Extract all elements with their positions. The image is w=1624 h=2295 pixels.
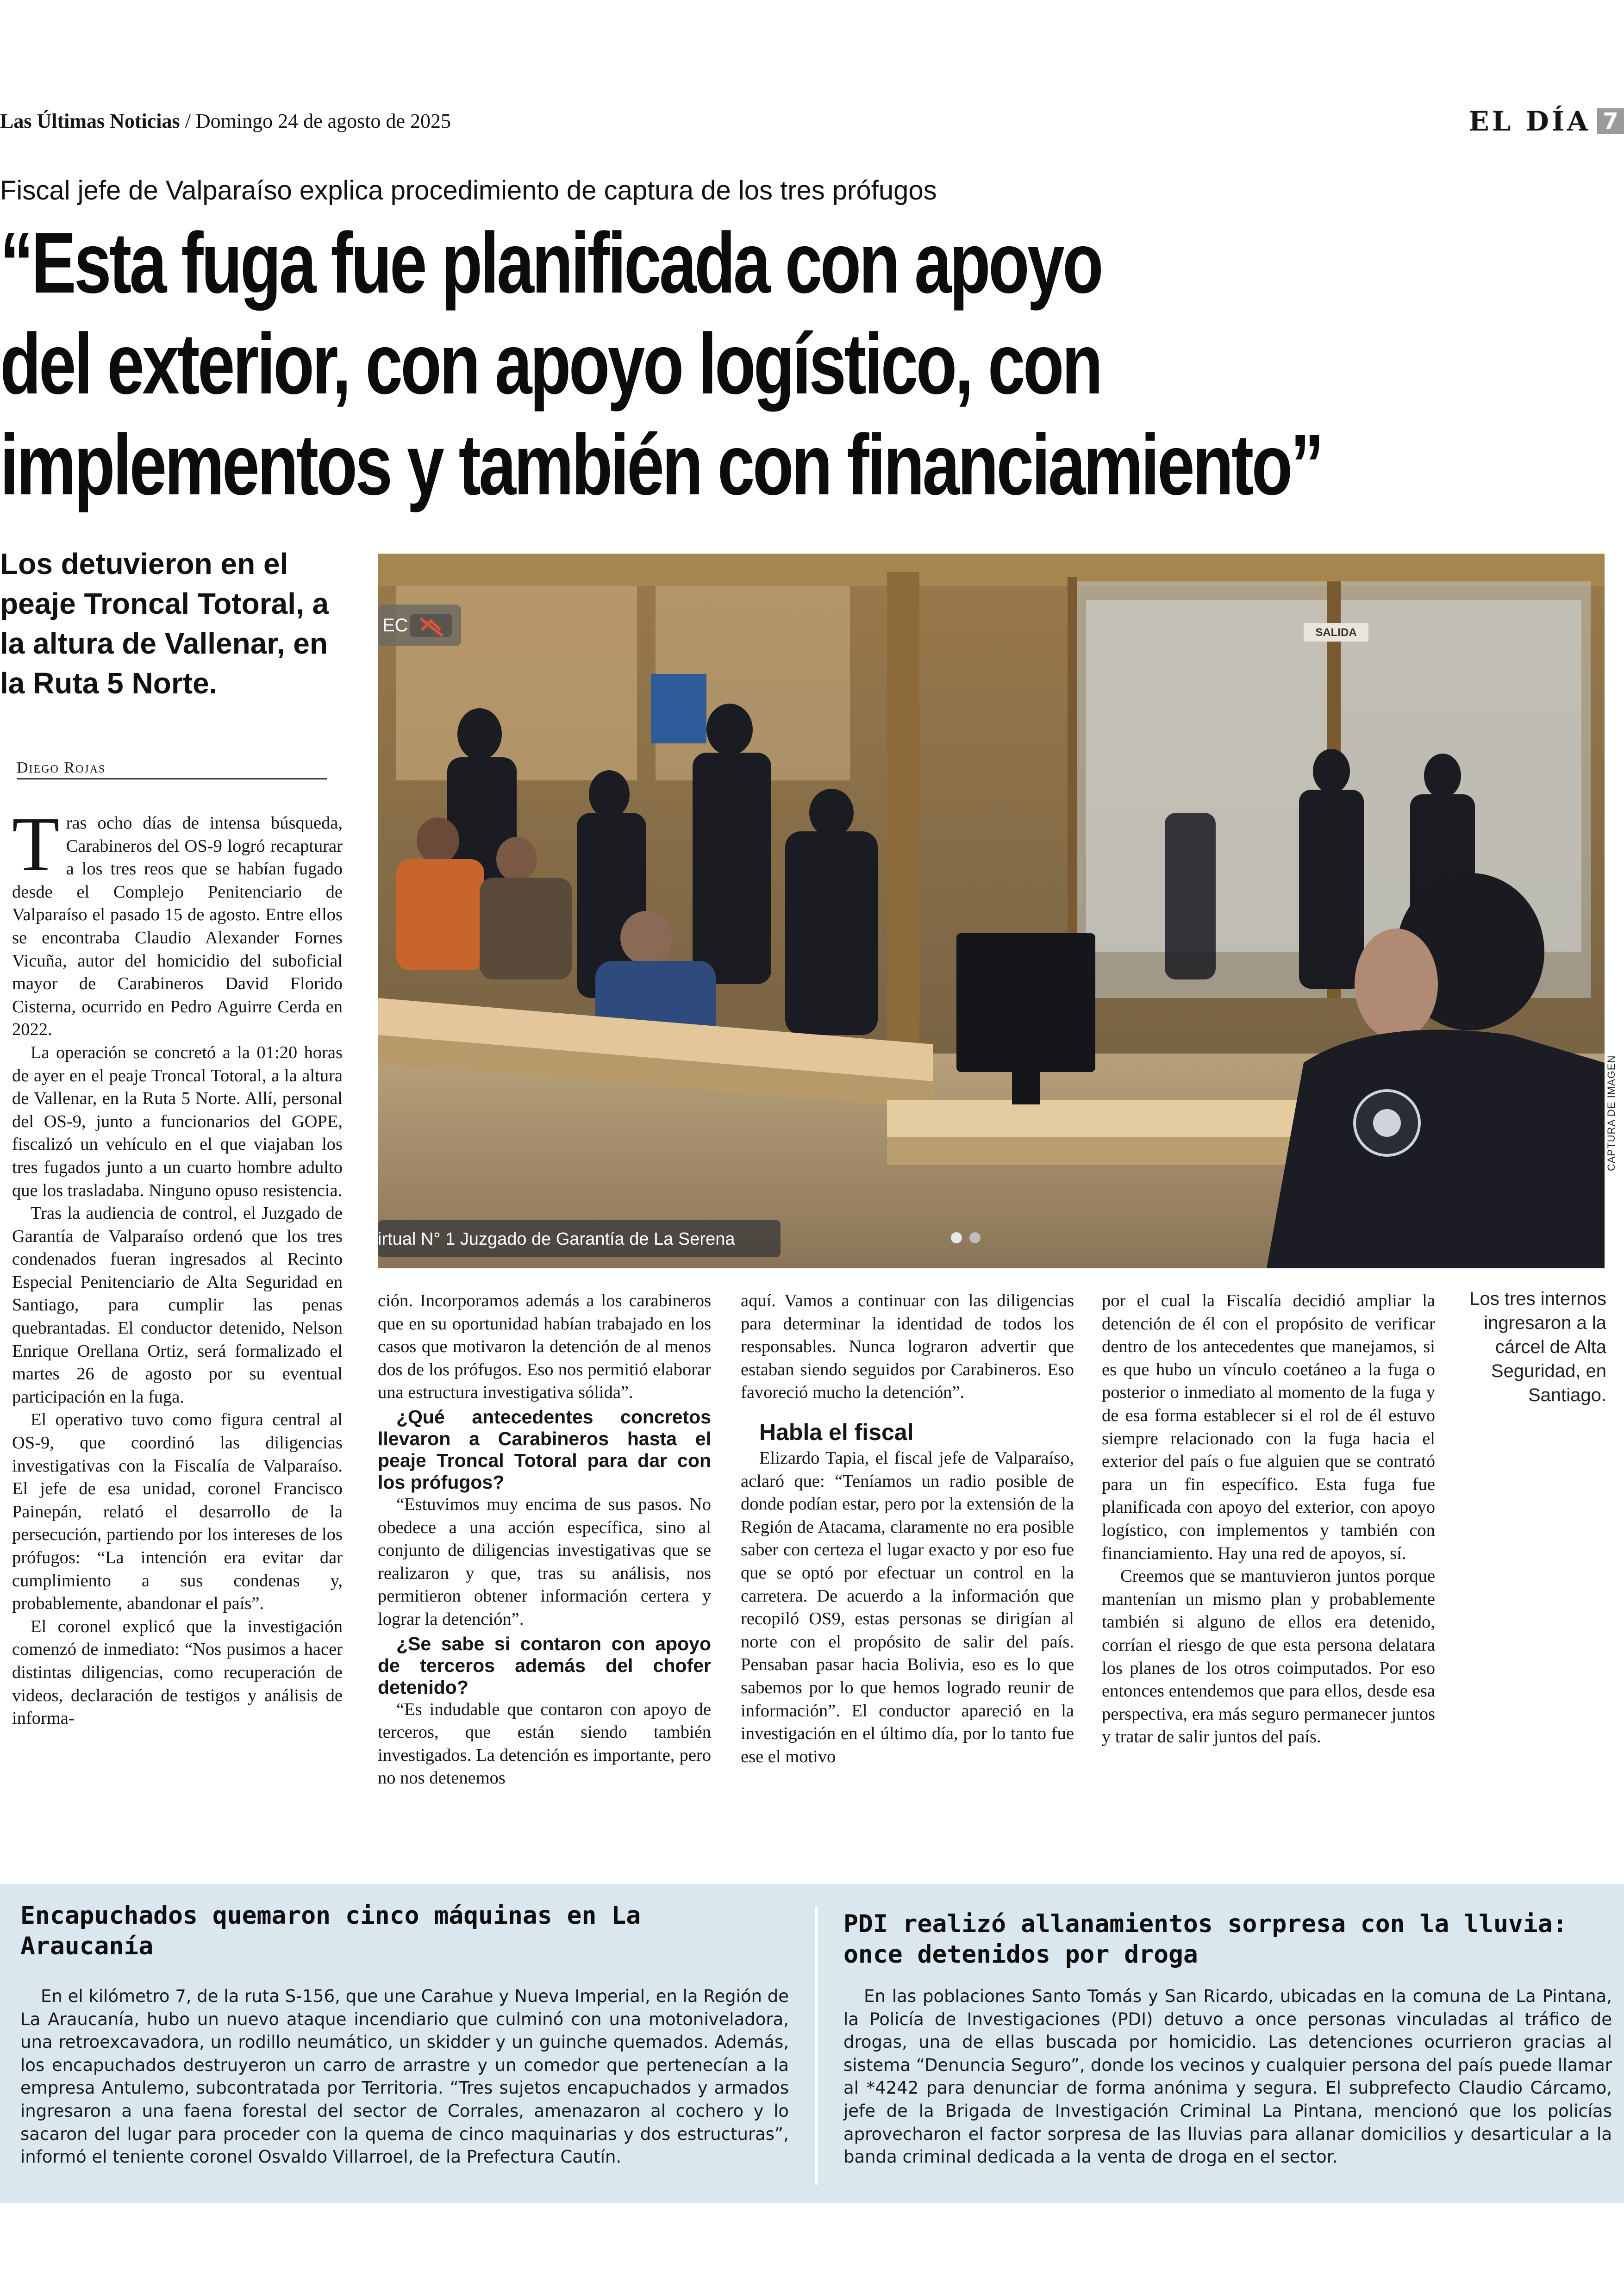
- exit-sign-text: SALIDA: [1315, 626, 1357, 639]
- masthead: [0, 107, 1624, 135]
- courtroom-photo-illustration: [378, 554, 1605, 1268]
- newspaper-name: Las Últimas Noticias: [0, 110, 180, 132]
- headline-line: implementos y también con financiamiento”: [0, 417, 1322, 513]
- article-byline: [17, 757, 327, 780]
- brief-right-title: PDI realizó allanamientos sorpresa con la lluvia: once detenidos por droga: [843, 1910, 1568, 1969]
- photo-caption: Los tres internos ingresaron a la cárcel de Alta Seguridad, en Santiago.: [1469, 1289, 1606, 1405]
- headline-line: “Esta fuga fue planificada con apoyo: [0, 215, 1101, 311]
- headline-line: del exterior, con apoyo logístico, con: [0, 316, 1101, 412]
- video-overlay-caption: irtual N° 1 Juzgado de Garantía de La Serena: [378, 1229, 735, 1249]
- body-paragraph: aquí. Vamos a continuar con las diligencias para determinar la identidad de todos los responsables. Nunca lograron advertir que estaban siendo seguidos por Carabineros. Eso favoreció mucho la detención”.: [741, 1291, 1074, 1403]
- band-divider: [815, 1907, 818, 2185]
- article-headline: [0, 213, 1624, 516]
- brief-right-body: [843, 1985, 1612, 2169]
- article-photo: [378, 554, 1605, 1268]
- body-paragraph: por el cual la Fiscalía decidió ampliar la detención de él con el propósito de verificar dentro de los antecedentes que manejamos, si es que hubo un vínculo coetáneo a la fuga o posterior o inmediato al momento de la fuga y de esa forma establecer si el rol de él estuvo siempre relacionado con la fuga hacia el exterior del país o fue alguien que se contrató para un fin específico. Esta fuga fue planificada con apoyo del exterior, con apoyo logístico, con implementos y también con financiamiento. Hay una red de apoyos, sí.: [1102, 1291, 1435, 1563]
- section-subhead: Habla el fiscal: [759, 1419, 914, 1445]
- body-paragraph: Elizardo Tapia, el fiscal jefe de Valparaíso, aclaró que: “Teníamos un radio posible de donde podían estar, pero por la extensión de la Región de Atacama, claramente no era posible saber con certeza el lugar exacto y por eso fue que se optó por efectuar un control en la carretera. De acuerdo a la información que recopiló OS9, estas personas se dirigían al norte con el propósito de salir del país. Pensaban pasar hacia Bolivia, eso es lo que sabemos por lo que hemos logrado reunir de información”. El conductor apareció en la investigación en el último día, por lo tanto fue ese el motivo: [741, 1448, 1074, 1766]
- brief-paragraph: En el kilómetro 7, de la ruta S-156, que une Carahue y Nueva Imperial, en la Región de La Araucanía, hubo un nuevo ataque incendiario que culminó con una motoniveladora, una retroexcavadora, un rodillo neumático, un skidder y un guinche quemados. Además, los encapuchados destruyeron un carro de arrastre y un comedor que pertenecían a la empresa Antulemo, subcontratada por Territoria. “Tres sujetos encapuchados y armados ingresaron a una faena forestal del sector de Corrales, amenazaron al cochero y lo sacaron del lugar para proceder con la quema de cinco maquinarias y dos estructuras”, informó el teniente coronel Osvaldo Villarroel, de la Prefectura Cautín.: [20, 1986, 789, 2167]
- author-name: Diego Rojas: [17, 759, 106, 776]
- body-column-4: [1102, 1290, 1435, 1749]
- carousel-dot: [969, 1232, 981, 1243]
- body-paragraph: “Estuvimos muy encima de sus pasos. No obedece a una acción específica, sino al conjunto de diligencias investigativas que se realizaron y que, tras su análisis, nos permitieron obtener información certera y lograr la detención”.: [378, 1494, 711, 1629]
- page-number: 7: [1597, 108, 1624, 134]
- body-paragraph: “Es indudable que contaron con apoyo de terceros, que están siendo también investigados. La detención es importante, pero no nos detenemos: [378, 1699, 711, 1788]
- drop-cap: T: [12, 801, 60, 887]
- brief-left-body: [20, 1985, 789, 2169]
- masthead-right: [1468, 106, 1624, 137]
- brief-paragraph: En las poblaciones Santo Tomás y San Ricardo, ubicadas en la comuna de La Pintana, la Policía de Investigaciones (PDI) detuvo a once personas vinculadas al tráfico de drogas, una de ellas buscada por homicidio. Las detenciones ocurrieron gracias al sistema “Denuncia Seguro”, donde los vecinos y cualquier persona del país puede llamar al *4242 para denunciar de forma anónima y segura. El subprefecto Claudio Cárcamo, jefe de la Brigada de Investigación Criminal La Pintana, mencionó que los policías aprovecharon el factor sorpresa de las lluvias para allanar domicilios y desarticular a la banda criminal dedicada a la venta de droga en el sector.: [843, 1986, 1612, 2167]
- masthead-separator: /: [180, 110, 196, 132]
- brief-left-title: Encapuchados quemaron cinco máquinas en La Araucanía: [20, 1902, 641, 1960]
- body-column-2: [378, 1290, 711, 1790]
- body-column-3: [741, 1290, 1074, 1768]
- article-kicker: Fiscal jefe de Valparaíso explica procedimiento de captura de los tres prófugos: [0, 175, 937, 206]
- article-deck: Los detuvieron en el peaje Troncal Totoral, a la altura de Vallenar, en la Ruta 5 Norte.: [0, 547, 329, 700]
- interview-question: ¿Qué antecedentes concretos llevaron a Carabineros hasta el peaje Troncal Totoral para dar con los prófugos?: [378, 1406, 711, 1493]
- interview-question: ¿Se sabe si contaron con apoyo de terceros además del chofer detenido?: [378, 1633, 711, 1698]
- body-paragraph: La operación se concretó a la 01:20 horas de ayer en el peaje Troncal Totoral, a la altura de Vallenar, en la Ruta 5 Norte. Allí, personal del OS-9, junto a funcionarios del GOPE, fiscalizó un vehículo en el que viajaban los tres fugados junto a un cuarto hombre adulto que los trasladaba. Ninguno opuso resistencia.: [12, 1042, 343, 1200]
- photo-credit: CAPTURA DE IMAGEN: [1605, 1055, 1617, 1171]
- body-paragraph: Tras ocho días de intensa búsqueda, Carabineros del OS-9 logró recapturar a los tres reos que se habían fugado desde el Complejo Penitenciario de Valparaíso el pasado 15 de agosto. Entre ellos se encontraba Claudio Alexander Fornes Vicuña, autor del homicidio del suboficial mayor de Carabineros David Florido Cisterna, ocurrido en Pedro Aguirre Cerda en 2022.: [12, 801, 343, 1040]
- body-paragraph: El operativo tuvo como figura central al OS-9, que coordinó las diligencias investigativas con la Fiscalía de Valparaíso. El jefe de esa unidad, coronel Francisco Painepán, relató el desarrollo de la persecución, partiendo por los intereses de los prófugos: “La intención era evitar dar cumplimiento a sus condenas y, probablemente, abandonar el país”.: [12, 1410, 343, 1614]
- carousel-dot: [951, 1232, 962, 1243]
- masthead-left: [0, 107, 451, 135]
- body-column-1: [12, 801, 343, 1730]
- section-name: EL DÍA: [1468, 106, 1591, 137]
- publication-date: Domingo 24 de agosto de 2025: [195, 110, 451, 132]
- body-paragraph: Creemos que se mantuvieron juntos porque mantenían un mismo plan y probablemente también si alguno de ellos era detenido, corrían el riesgo de que esta persona delatara los planes de los otros coimputados. Por eso entonces entendemos que para ellos, desde esa perspectiva, era más seguro permanecer juntos y tratar de salir juntos del país.: [1102, 1566, 1435, 1747]
- body-paragraph: ción. Incorporamos además a los carabineros que en su oportunidad habían trabajado en los casos que motivaron la detención de al menos dos de los prófugos. Eso nos permitió elaborar una estructura investigativa sólida”.: [378, 1291, 711, 1403]
- body-paragraph: El coronel explicó que la investigación comenzó de inmediato: “Nos pusimos a hacer distintas diligencias, como recuperación de videos, declaración de testigos y análisis de informa-: [12, 1616, 343, 1728]
- rec-indicator-text: EC: [382, 615, 408, 636]
- body-paragraph: Tras la audiencia de control, el Juzgado de Garantía de Valparaíso ordenó que los tres condenados fueran ingresados al Recinto Especial Penitenciario de Alta Seguridad en Santiago, para cumplir las penas quebrantadas. El conductor detenido, Nelson Enrique Orellana Ortiz, será formalizado el martes 26 de agosto por su eventual participación en la fuga.: [12, 1204, 343, 1407]
